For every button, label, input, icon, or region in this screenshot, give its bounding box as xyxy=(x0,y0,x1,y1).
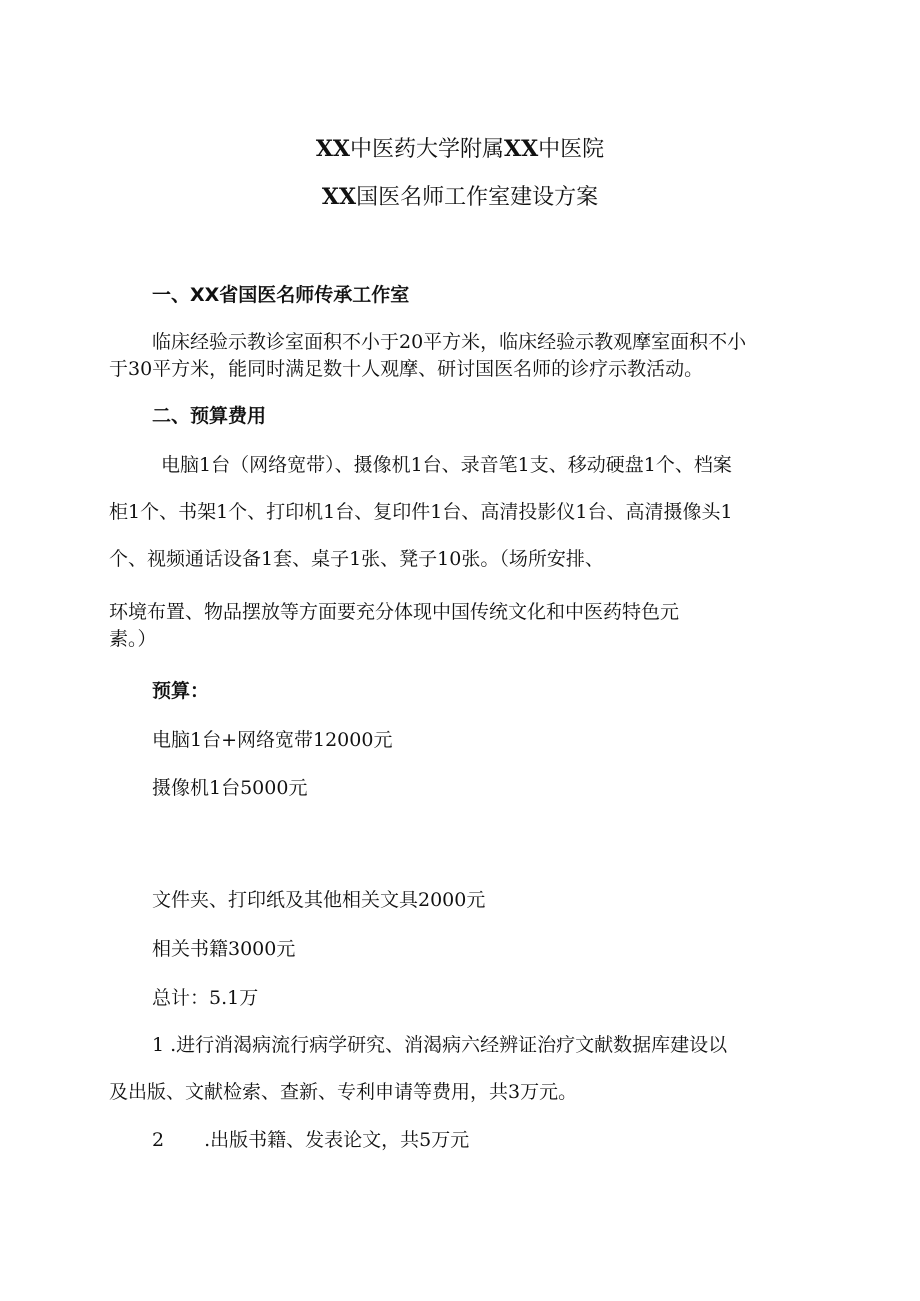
document-title-line1 xyxy=(0,132,920,163)
item2-number: 2 xyxy=(152,1129,165,1151)
item2-text: .出版书籍、发表论文，共5万元 xyxy=(204,1129,470,1151)
equipment-line1: 电脑1台（网络宽带）、摄像机1台、录音笔1支、移动硬盘1个、档案 xyxy=(161,454,732,476)
equipment-line2: 柜1个、书架1个、打印机1台、复印件1台、高清投影仪1台、高清摄像头1 xyxy=(109,501,733,523)
title-hospital: 中医院 xyxy=(538,137,605,162)
equipment-line4: 环境布置、物品摆放等方面要充分体现中国传统文化和中医药特色元 xyxy=(109,601,680,623)
title-studio-plan: 国医名师工作室建设方案 xyxy=(356,185,599,210)
title-xx-3: XX xyxy=(321,184,357,210)
equipment-line5: 素。） xyxy=(109,628,157,650)
title-university: 中医药大学附属 xyxy=(349,137,504,162)
budget-item-books: 相关书籍3000元 xyxy=(152,938,296,960)
title-xx-2: XX xyxy=(504,136,539,162)
item1-text: .进行消渴病流行病学研究、消渴病六经辨证治疗文献数据库建设以 xyxy=(170,1034,728,1056)
document-title-line2 xyxy=(0,180,920,211)
section2-heading: 二、预算费用 xyxy=(152,405,267,427)
budget-label: 预算： xyxy=(152,680,210,702)
equipment-line3: 个、视频通话设备1套、桌子1张、凳子10张。（场所安排、 xyxy=(109,548,604,570)
item2-line xyxy=(152,1131,469,1150)
item1-line1 xyxy=(152,1036,727,1055)
section1-paragraph-line2: 于30平方米，能同时满足数十人观摩、研讨国医名师的诊疗示教活动。 xyxy=(109,358,704,380)
budget-item-stationery: 文件夹、打印纸及其他相关文具2000元 xyxy=(152,889,486,911)
item1-number: 1 xyxy=(152,1034,165,1056)
item1-line2: 及出版、文献检索、查新、专利申请等费用，共3万元。 xyxy=(109,1081,578,1103)
budget-item-computer: 电脑1台+网络宽带12000元 xyxy=(152,729,393,751)
section1-paragraph-line1: 临床经验示教诊室面积不小于20平方米，临床经验示教观摩室面积不小 xyxy=(152,331,747,353)
section1-heading: 一、XX省国医名师传承工作室 xyxy=(152,284,410,306)
budget-item-camera: 摄像机1台5000元 xyxy=(152,777,308,799)
budget-total: 总计：5.1万 xyxy=(152,987,259,1009)
title-xx-1: XX xyxy=(315,136,350,162)
